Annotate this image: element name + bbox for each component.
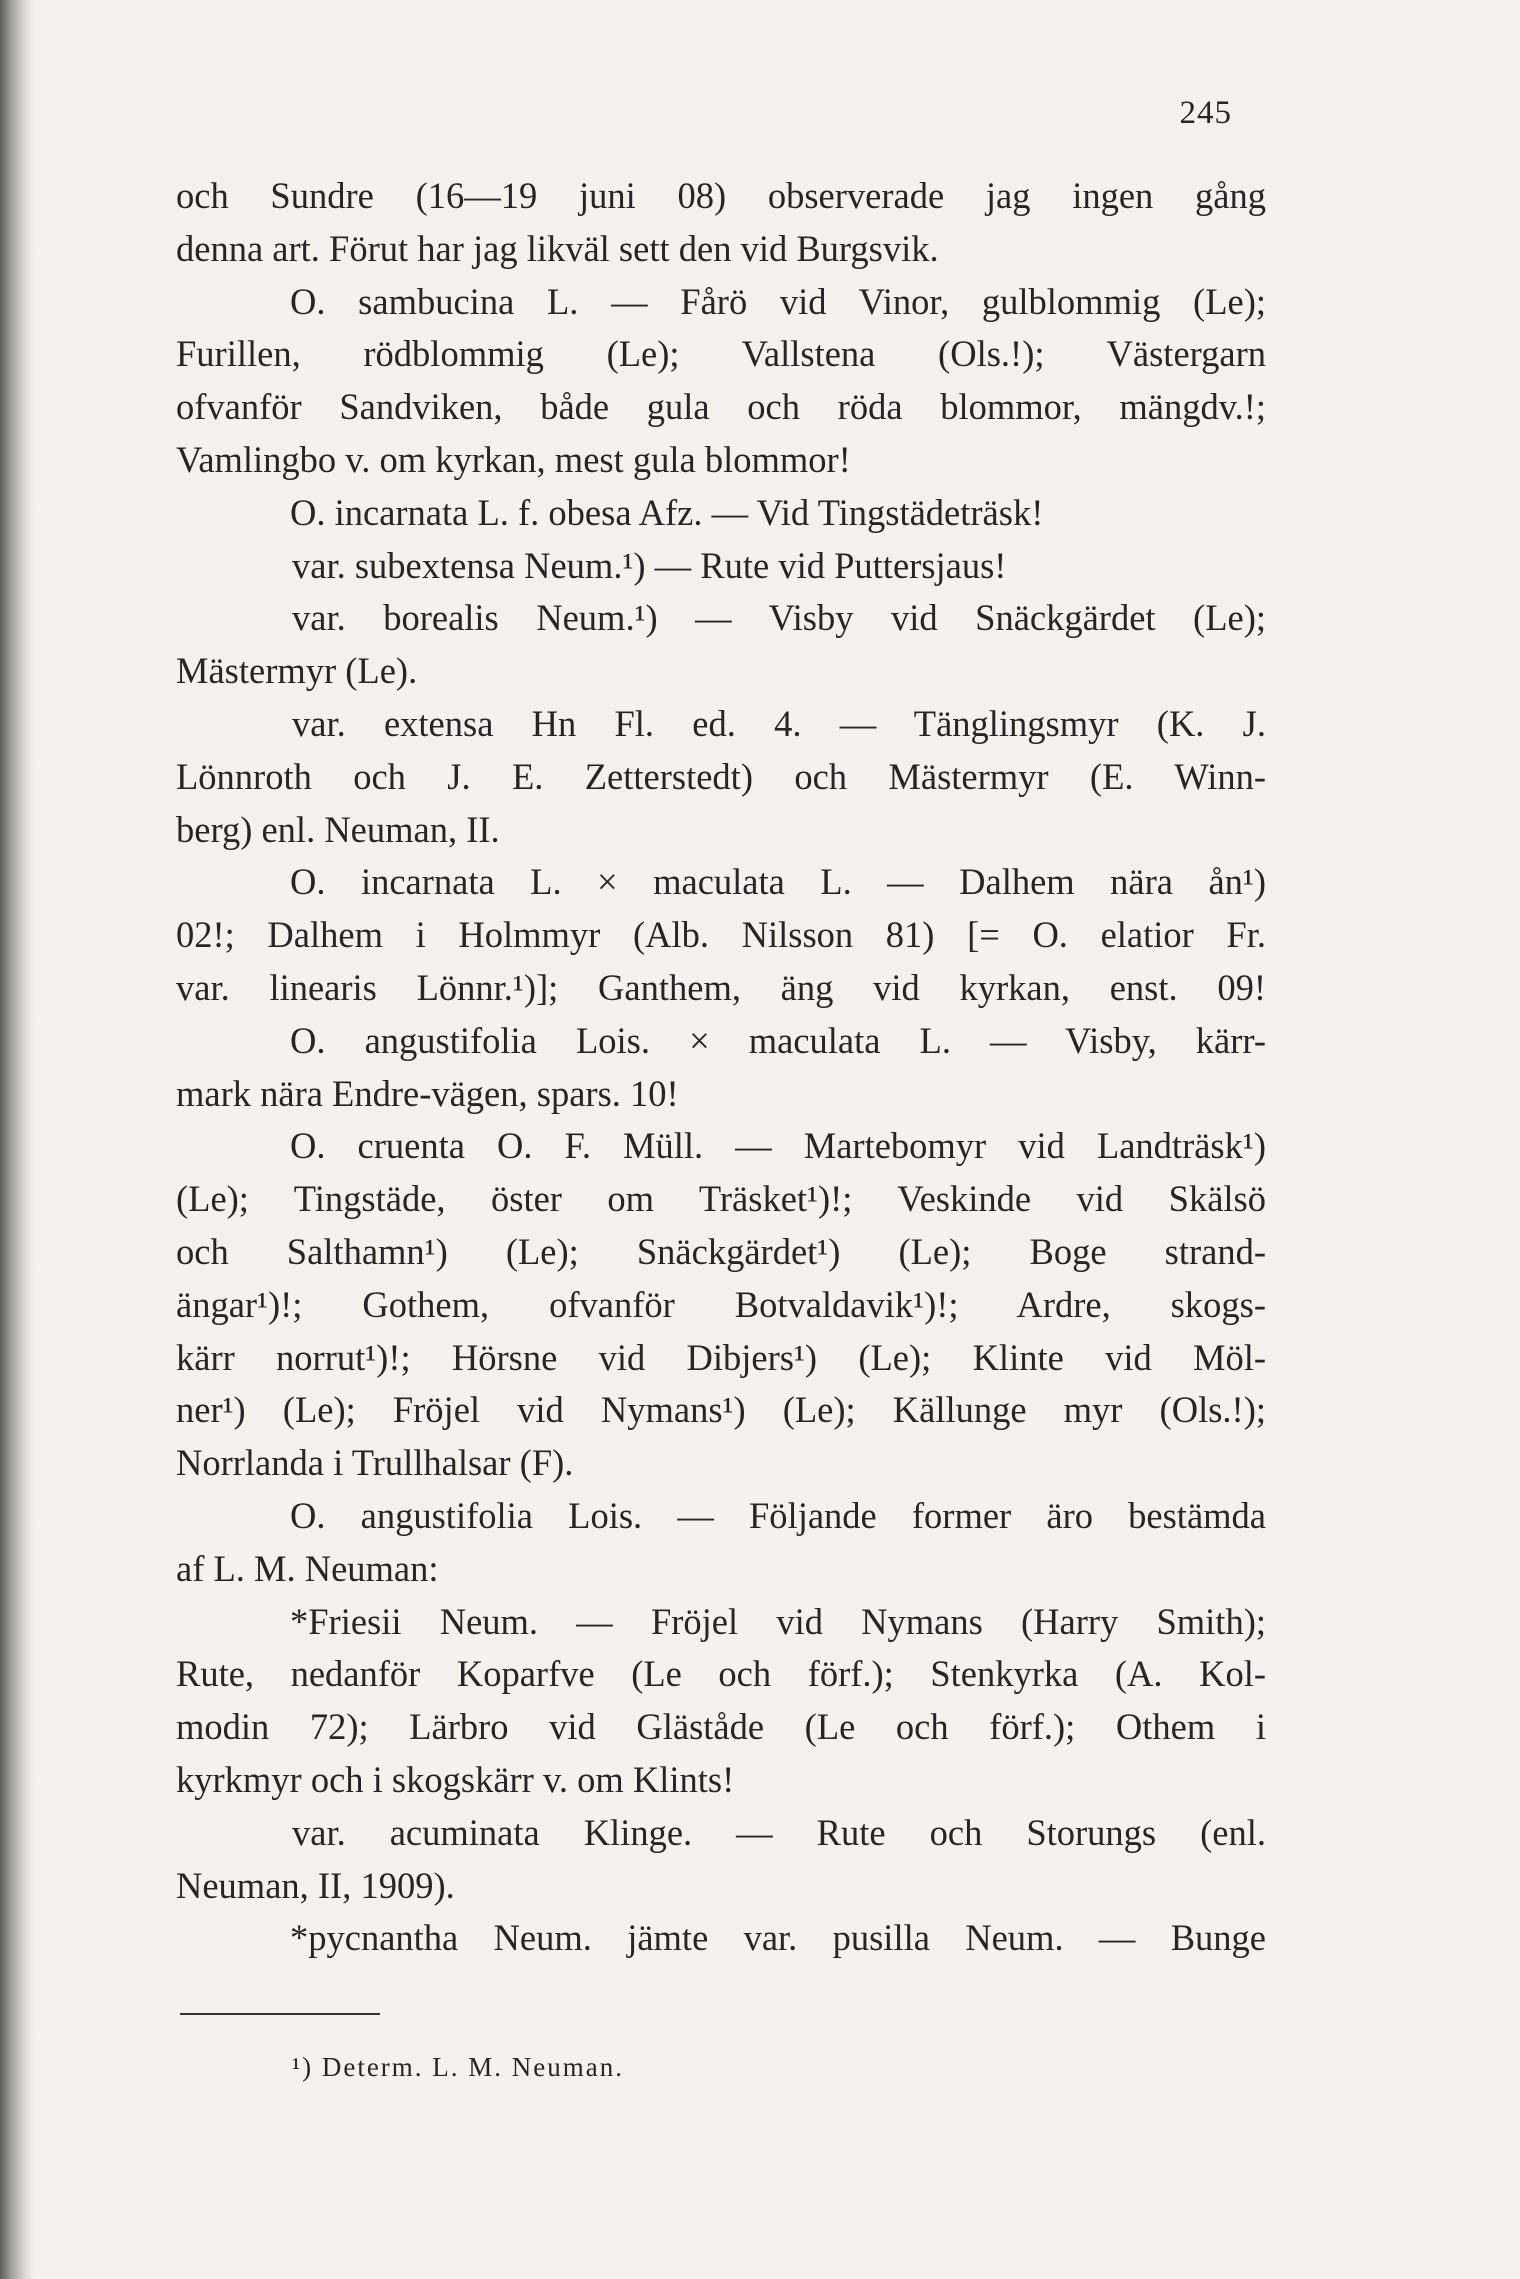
text-line: modin 72); Lärbro vid Gläståde (Le och förf.); Othem i <box>176 1706 1266 1748</box>
text-line: mark nära Endre-vägen, spars. 10! <box>176 1072 679 1114</box>
text-line: Rute, nedanför Koparfve (Le och förf.); Stenkyrka (A. Kol- <box>176 1653 1266 1695</box>
text-line: (Le); Tingstäde, öster om Träsket¹)!; Veskinde vid Skälsö <box>176 1178 1266 1220</box>
text-line: var. subextensa Neum.¹) — Rute vid Puttersjaus! <box>292 544 1007 586</box>
body-text <box>176 170 1266 1965</box>
text-line: var. borealis Neum.¹) — Visby vid Snäckgärdet (Le); <box>292 597 1266 639</box>
text-line: O. cruenta O. F. Müll. — Martebomyr vid Landträsk¹) <box>290 1125 1266 1167</box>
text-line: Furillen, rödblommig (Le); Vallstena (Ols.!); Västergarn <box>176 333 1266 375</box>
text-line: och Salthamn¹) (Le); Snäckgärdet¹) (Le); Boge strand- <box>176 1230 1266 1272</box>
text-line: var. linearis Lönnr.¹)]; Ganthem, äng vid kyrkan, enst. 09! <box>176 966 1266 1008</box>
text-line: af L. M. Neuman: <box>176 1547 439 1589</box>
text-line: Lönnroth och J. E. Zetterstedt) och Mästermyr (E. Winn- <box>176 755 1266 797</box>
text-line: O. angustifolia Lois. × maculata L. — Visby, kärr- <box>290 1019 1266 1061</box>
text-line: var. extensa Hn Fl. ed. 4. — Tänglingsmyr (K. J. <box>292 702 1266 744</box>
text-line: *pycnantha Neum. jämte var. pusilla Neum. — Bunge <box>290 1917 1266 1959</box>
text-line: Mästermyr (Le). <box>176 650 418 692</box>
text-line: O. incarnata L. f. obesa Afz. — Vid Tingstädeträsk! <box>290 491 1044 533</box>
book-spine-shadow <box>0 0 34 2279</box>
text-line: var. acuminata Klinge. — Rute och Storungs (enl. <box>292 1811 1266 1853</box>
text-line: O. sambucina L. — Fårö vid Vinor, gulblommig (Le); <box>290 280 1266 322</box>
text-line: 02!; Dalhem i Holmmyr (Alb. Nilsson 81) [= O. elatior Fr. <box>176 914 1266 956</box>
page-number: 245 <box>1179 95 1232 131</box>
text-line: *Friesii Neum. — Fröjel vid Nymans (Harry Smith); <box>290 1600 1266 1642</box>
text-line: berg) enl. Neuman, II. <box>176 808 500 850</box>
footnote-divider <box>180 2013 380 2015</box>
text-line: kyrkmyr och i skogskärr v. om Klints! <box>176 1758 735 1800</box>
footnote: ¹) Determ. L. M. Neuman. <box>292 2052 625 2082</box>
text-line: O. angustifolia Lois. — Följande former äro bestämda <box>290 1494 1266 1536</box>
text-line: ängar¹)!; Gothem, ofvanför Botvaldavik¹)!; Ardre, skogs- <box>176 1283 1266 1325</box>
text-line: Norrlanda i Trullhalsar (F). <box>176 1442 574 1484</box>
text-line: ofvanför Sandviken, både gula och röda blommor, mängdv.!; <box>176 386 1266 428</box>
text-line: ner¹) (Le); Fröjel vid Nymans¹) (Le); Källunge myr (Ols.!); <box>176 1389 1266 1431</box>
text-line: Vamlingbo v. om kyrkan, mest gula blommor! <box>176 438 851 480</box>
text-line: Neuman, II, 1909). <box>176 1864 455 1906</box>
text-line: kärr norrut¹)!; Hörsne vid Dibjers¹) (Le); Klinte vid Möl- <box>176 1336 1266 1378</box>
text-line: O. incarnata L. × maculata L. — Dalhem nära ån¹) <box>290 861 1266 903</box>
text-line: denna art. Förut har jag likväl sett den vid Burgsvik. <box>176 227 939 269</box>
text-line: och Sundre (16—19 juni 08) observerade jag ingen gång <box>176 175 1266 216</box>
